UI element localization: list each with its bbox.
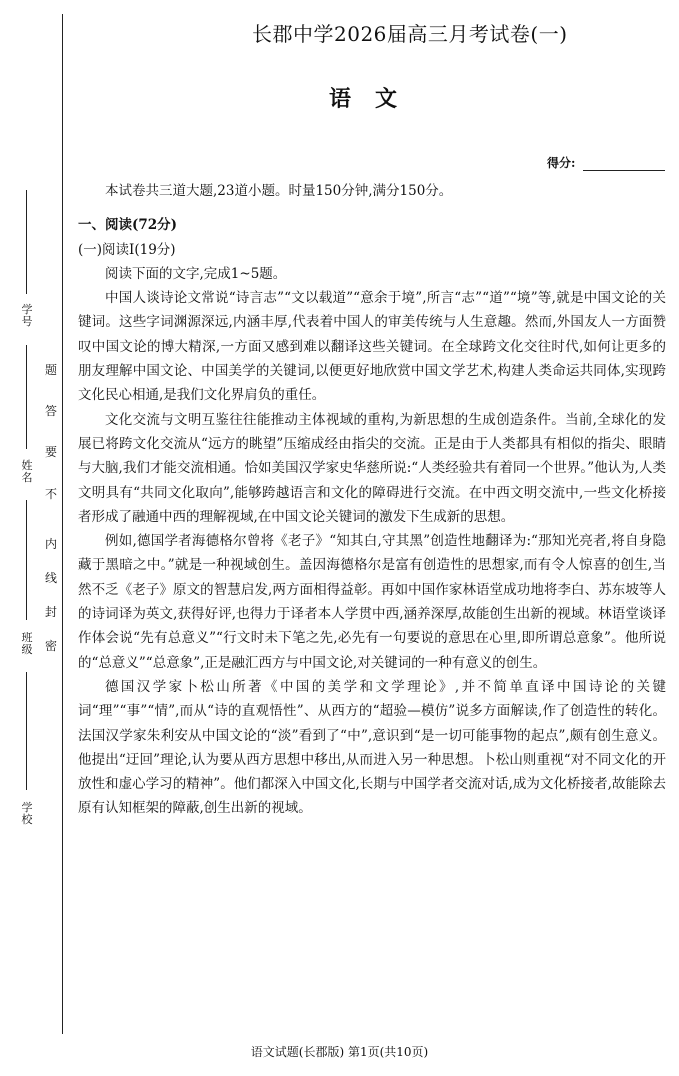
subject-title: 语文 [328, 86, 421, 112]
class-underline [26, 500, 27, 620]
seal-char: 题 [45, 363, 58, 377]
instructions: 本试卷共三道大题,23道小题。时量150分钟,满分150分。 [105, 183, 453, 199]
class-label: 班级 [21, 631, 33, 656]
class-field [14, 626, 40, 662]
seal-char: 要 [45, 445, 58, 459]
name-underline [26, 345, 27, 449]
score-blank[interactable] [583, 170, 665, 171]
passage-paragraph: 德国汉学家卜松山所著《中国的美学和文学理论》,并不简单直译中国诗论的关键词“理”“事”“情”,而从“诗的直观悟性”、从西方的“超验—模仿”说多方面解读,作了创造性的转化。法国汉学家朱利安从中国文论的“淡”看到了“中”,意识到“是一切可能事物的起点”,颇有创生意义。他提出“迂回”理论,认为要从西方思想中移出,从而进入另一种思想。卜松山则重视“对不同文化的开放性和虚心学习的精神”。他们都深入中国文化,长期与中国学者交流对话,成为文化桥接者,故能除去原有认知框架的障蔽,创生出新的视域。 [78, 678, 666, 817]
passage-paragraph: 例如,德国学者海德格尔曾将《老子》“知其白,守其黑”创造性地翻译为:“那知光亮者,将自身隐藏于黑暗之中。”就是一种视域创生。盖因海德格尔是富有创造性的思想家,而有令人惊喜的创生,当然不乏《老子》原文的智慧启发,两方面相得益彰。再如中国作家林语堂成功地将李白、苏东坡等人的诗词译为英文,获得好评,也得力于译者本人学贯中西,涵养深厚,故能创生出新的视域。林语堂谈译作体会说“先有总意义”“行文时未下笔之先,必先有一句要说的意思在心里,即所谓总意象”。他所说的“总意义”“总意象”,正是融汇西方与中国文论,对关键词的一种有意义的创生。 [78, 533, 666, 671]
student-id-field [14, 298, 40, 334]
name-label: 姓名 [21, 459, 33, 484]
passage-paragraph: 文化交流与文明互鉴往往能推动主体视域的重构,为新思想的生成创造条件。当前,全球化的发展已将跨文化交流从“远方的眺望”压缩成经由指尖的交流。正是由于人类都具有相似的指尖、眼睛与大脑,我们才能交流相通。恰如美国汉学家史华慈所说:“人类经验共有着同一个世界。”他认为,人类文明具有“共同文化取向”,能够跨越语言和文化的障碍进行交流。在中西文明交流中,一些文化桥接者形成了融通中西的理解视域,在中国文论关键词的激发下生成新的思想。 [78, 411, 666, 525]
seal-char: 封 [45, 605, 58, 619]
school-field [14, 796, 40, 832]
page-footer: 语文试题(长郡版) 第1页(共10页) [250, 1045, 429, 1059]
score-label: 得分: [547, 156, 576, 170]
student-id-label: 学号 [21, 303, 33, 328]
seal-char: 密 [45, 639, 58, 653]
seal-char: 不 [45, 487, 58, 501]
exam-content [78, 179, 666, 821]
exam-title: 长郡中学2026届高三月考试卷(一) [252, 22, 568, 46]
passage-paragraph: 中国人谈诗论文常说“诗言志”“文以载道”“意余于境”,所言“志”“道”“境”等,就是中国文论的关键词。这些字词渊源深远,内涵丰厚,代表着中国人的审美传统与人生意趣。然而,外国友人一方面赞叹中国文论的博大精深,一方面又感到难以翻译这些关键词。在全球跨文化交往时代,如何让更多的朋友理解中国文论、中国美学的关键词,以便更好地欣赏中国文学艺术,构建人类命运共同体,实现跨文化民心相通,是我们文化界肩负的重任。 [78, 290, 666, 404]
school-underline [26, 672, 27, 790]
name-field [14, 454, 40, 490]
seal-char: 线 [45, 571, 58, 585]
binding-line [62, 14, 63, 1034]
seal-char: 内 [45, 537, 58, 551]
student-id-underline [26, 190, 27, 294]
seal-char: 答 [45, 404, 58, 418]
subsection-title: (一)阅读Ⅰ(19分) [78, 241, 176, 258]
school-label: 学校 [21, 801, 33, 826]
section-title: 一、阅读(72分) [78, 217, 178, 234]
reading-prompt: 阅读下面的文字,完成1~5题。 [105, 265, 287, 282]
